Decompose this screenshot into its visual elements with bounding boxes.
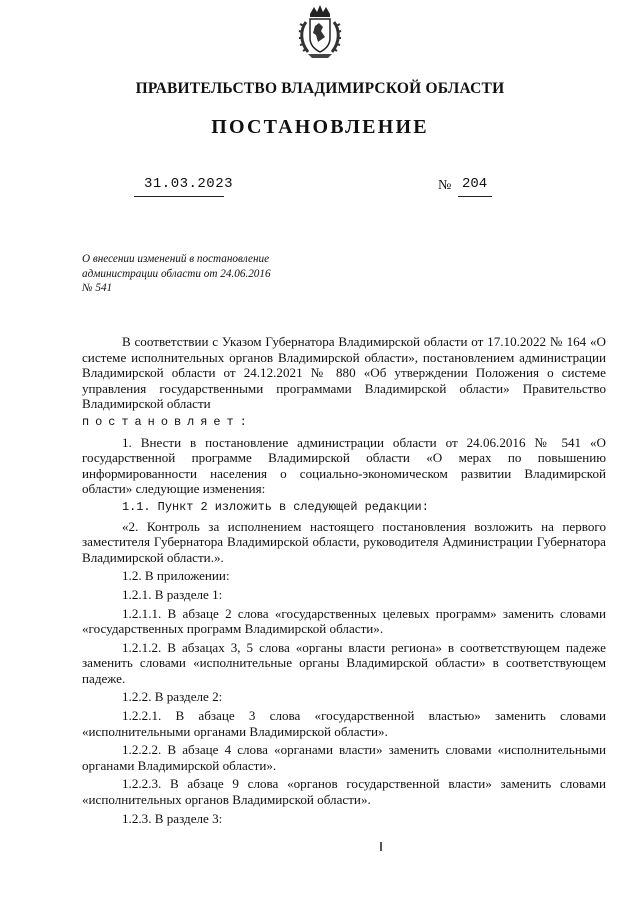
- subject-line: О внесении изменений в постановление: [82, 253, 270, 265]
- document-body: [82, 334, 606, 829]
- number-underline: [458, 196, 492, 197]
- clause-paragraph: 1.2.1.2. В абзацах 3, 5 слова «органы власти региона» в соответствующем падеже заменить словами «исполнительные органы Владимирской области» в соответствующем падеже.: [82, 639, 606, 686]
- subject-line: администрации области от 24.06.2016: [82, 267, 271, 280]
- clause-paragraph: 1.2.2.3. В абзаце 9 слова «органов государственной власти» заменить словами «исполнительных органов Владимирской области».: [82, 776, 606, 808]
- document-date: 31.03.2023: [144, 176, 234, 192]
- document-subject: [82, 252, 322, 296]
- resolves-word: постановляет:: [82, 414, 253, 429]
- scan-mark: [380, 842, 382, 851]
- clause-paragraph: 1.2.2.1. В абзаце 3 слова «государственной властью» заменить словами «исполнительными органами Владимирской области».: [82, 708, 606, 739]
- clause-paragraph: 1.2.2. В разделе 2:: [122, 689, 223, 705]
- number-sign: №: [438, 178, 452, 193]
- document-number: 204: [462, 176, 488, 192]
- subject-line: № 541: [82, 282, 113, 294]
- government-title: ПРАВИТЕЛЬСТВО ВЛАДИМИРСКОЙ ОБЛАСТИ: [135, 80, 505, 97]
- clause-paragraph: 1.2.3. В разделе 3:: [122, 810, 223, 826]
- clause-paragraph: 1.2.1. В разделе 1:: [122, 586, 223, 602]
- clause-paragraph: 1.2.2.2. В абзаце 4 слова «органами власти» заменить словами «исполнительными органами Владимирской области».: [82, 742, 606, 773]
- clause-paragraph: «2. Контроль за исполнением настоящего постановления возложить на первого заместителя Губернатора Владимирской области, руководителя Администрации Губернатора Владимирской области.».: [82, 518, 606, 565]
- clause-paragraph: 1.2. В приложении:: [122, 568, 230, 584]
- date-underline: [134, 196, 224, 197]
- clause-paragraph: 1.1. Пункт 2 изложить в следующей редакции:: [122, 499, 429, 514]
- preamble-paragraph: В соответствии с Указом Губернатора Владимирской области от 17.10.2022 № 164 «О системе исполнительных органов Владимирской области», постановлением администрации Владимирской области от 24.12.2021 № 880 «Об утверждении Положения о системе управления государственными программами Владимирской области» Правительство Владимирской области: [82, 334, 606, 412]
- coat-of-arms-icon: [296, 4, 344, 60]
- clause-paragraph: 1.2.1.1. В абзаце 2 слова «государственных целевых программ» заменить словами «государственных программ Владимирской области».: [82, 605, 606, 637]
- clause-paragraph: 1. Внести в постановление администрации области от 24.06.2016 № 541 «О государственной программе Владимирской области «О мерах по повышению информированности населения о социально-экономическом развитии Владимирской области» следующие изменения:: [82, 434, 606, 497]
- document-type: ПОСТАНОВЛЕНИЕ: [211, 116, 429, 138]
